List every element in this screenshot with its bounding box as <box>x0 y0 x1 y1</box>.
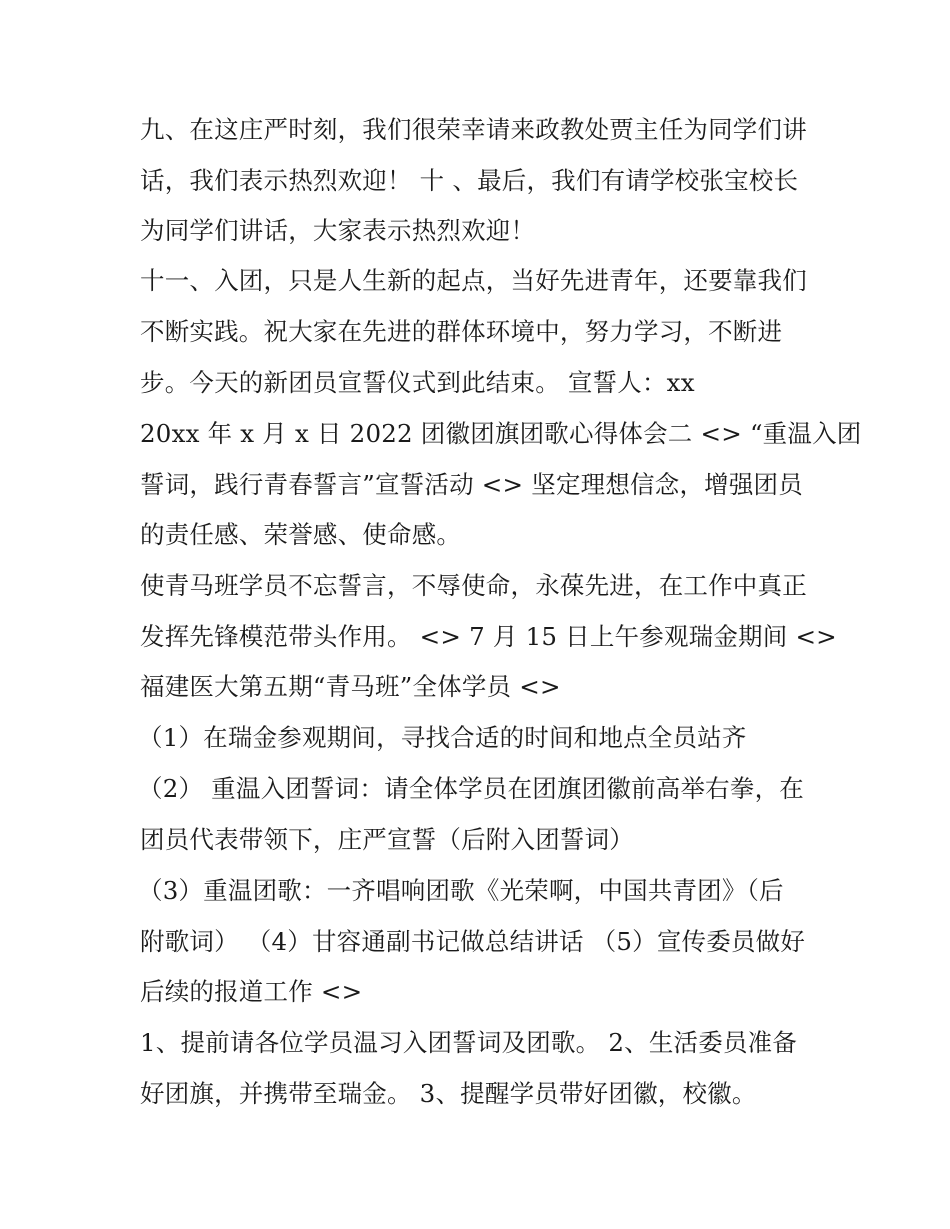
text-line: （3）重温团歌：一齐唱响团歌《光荣啊，中国共青团》（后 <box>138 876 784 905</box>
text-line: （1）在瑞金参观期间，寻找合适的时间和地点全员站齐 <box>138 723 747 752</box>
text-line: 为同学们讲话，大家表示热烈欢迎！ <box>140 216 536 245</box>
text-line: 团员代表带领下，庄严宣誓（后附入团誓词） <box>140 825 634 854</box>
text-line: 话，我们表示热烈欢迎！ 十 、最后，我们有请学校张宝校长 <box>140 166 799 195</box>
text-line: 使青马班学员不忘誓言，不辱使命，永葆先进，在工作中真正 <box>140 571 807 600</box>
text-line: 不断实践。祝大家在先进的群体环境中，努力学习，不断进 <box>140 317 783 346</box>
text-line: 九、在这庄严时刻，我们很荣幸请来政教处贾主任为同学们讲 <box>140 115 807 144</box>
text-line: 后续的报道工作 <> <box>140 977 363 1006</box>
text-line: 好团旗，并携带至瑞金。 3、提醒学员带好团徽，校徽。 <box>140 1079 757 1108</box>
text-line: （2） 重温入团誓词：请全体学员在团旗团徽前高举右拳，在 <box>138 774 804 803</box>
text-line: 1、提前请各位学员温习入团誓词及团歌。 2、生活委员准备 <box>140 1028 798 1057</box>
text-line: 十一、入团，只是人生新的起点，当好先进青年，还要靠我们 <box>140 266 807 295</box>
text-line: 的责任感、荣誉感、使命感。 <box>140 520 462 549</box>
text-line: 附歌词） （4）甘容通副书记做总结讲话 （5）宣传委员做好 <box>140 927 806 956</box>
text-line: 发挥先锋模范带头作用。 <> 7 月 15 日上午参观瑞金期间 <> <box>140 622 837 651</box>
text-line: 誓词，践行青春誓言”宣誓活动 <> 坚定理想信念，增强团员 <box>140 470 803 499</box>
text-line: 步。今天的新团员宣誓仪式到此结束。 宣誓人：xx <box>140 368 695 397</box>
text-line: 福建医大第五期“青马班”全体学员 <> <box>140 672 561 701</box>
text-line: 20xx 年 x 月 x 日 2022 团徽团旗团歌心得体会二 <> “重温入团 <box>140 419 862 448</box>
